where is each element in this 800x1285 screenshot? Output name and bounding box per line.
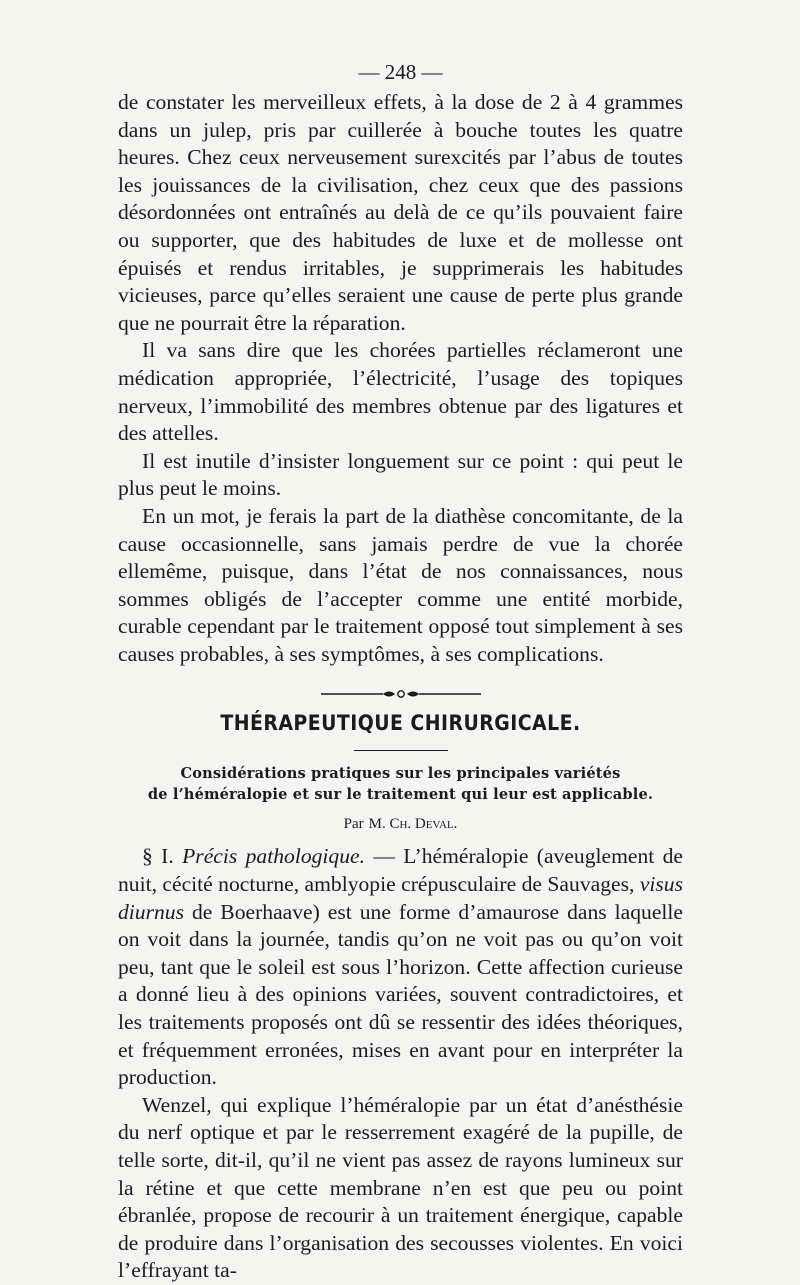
paragraph-wenzel: Wenzel, qui explique l’héméralopie par un état d’anésthésie du nerf optique et par le resserrement exagéré de la pupille, de telle sorte, dit-il, qu’il ne vient pas assez de rayons lumineux sur la rétine et que cette membrane n’en est que peu ou point ébranlée, propose de recourir à un traitement énergique, capable de produire dans l’organisation des secousses violentes. En voici l’effrayant ta- (118, 1092, 683, 1283)
article-subtitle-line-2: de l’héméralopie et sur le traitement qui leur est applicable. (147, 786, 654, 804)
paragraph-section-one (118, 843, 683, 1091)
section-heading: Précis pathologique. (182, 844, 365, 869)
paragraph-conclusion: En un mot, je ferais la part de la diathèse concomitante, de la cause occasionnelle, sans jamais perdre de vue la chorée ellemême, puisque, dans l’état de nos connaissances, nous sommes obligés de l’accepter comme une entité morbide, curable cependant par le traitement opposé tout simplement à ses causes probables, à ses symptômes, à ses complications. (118, 503, 683, 666)
book-page (118, 58, 683, 1285)
paragraph-insist: Il est inutile d’insister longuement sur ce point : qui peut le plus peut le moins. (118, 448, 683, 501)
section-text-a: — L’héméralopie (aveuglement de nuit, cécité nocturne, amblyopie crépusculaire de Sauvages, (118, 844, 684, 897)
section-latin-term: visus diurnus (118, 872, 683, 924)
section-number: § I. (142, 844, 183, 869)
author-prefix: Par (343, 816, 364, 833)
article-subtitle (118, 763, 683, 805)
author-name: M. Ch. Deval. (368, 816, 458, 833)
article-author (118, 813, 683, 835)
ornament-rule-icon (321, 687, 481, 701)
paragraph-partial-choreas: Il va sans dire que les chorées partielles réclameront une médication appropriée, l’électricité, l’usage des topiques nerveux, l’immobilité des membres obtenue par des ligatures et des attelles. (118, 338, 683, 446)
paragraph-continuation: de constater les merveilleux effets, à la dose de 2 à 4 grammes dans un julep, pris par cuillerée à bouche toutes les quatre heures. Chez ceux nerveusement surexcités par l’abus de toutes les jouissances de la civilisation, chez ceux que des passions désordonnées ont entraînés au delà de ce qu’ils pouvaient faire ou supporter, que des habitudes de luxe et de mollesse ont épuisés et rendus irritables, je supprimerais les habitudes vicieuses, parce qu’elles seraient une cause de perte plus grande que ne pourrait être la réparation. (118, 90, 683, 335)
page-number: — 248 — (358, 60, 443, 84)
article-subtitle-line-1: Considérations pratiques sur les principales variétés (180, 765, 621, 783)
ornament-divider (118, 682, 683, 706)
section-title: THÉRAPEUTIQUE CHIRURGICALE. (220, 711, 581, 736)
section-text-b: de Boerhaave) est une forme d’amaurose dans laquelle on voit dans la journée, tandis qu’on ne voit pas ou qu’on voit peu, tant que le soleil est sous l’horizon. Cette affection curieuse a donné lieu à des opinions variées, souvent contradictoires, et les traitements proposés ont dû se ressentir des idées théoriques, et fréquemment erronées, mises en avant pour en interpréter la production. (118, 899, 683, 1090)
title-rule (354, 750, 448, 751)
